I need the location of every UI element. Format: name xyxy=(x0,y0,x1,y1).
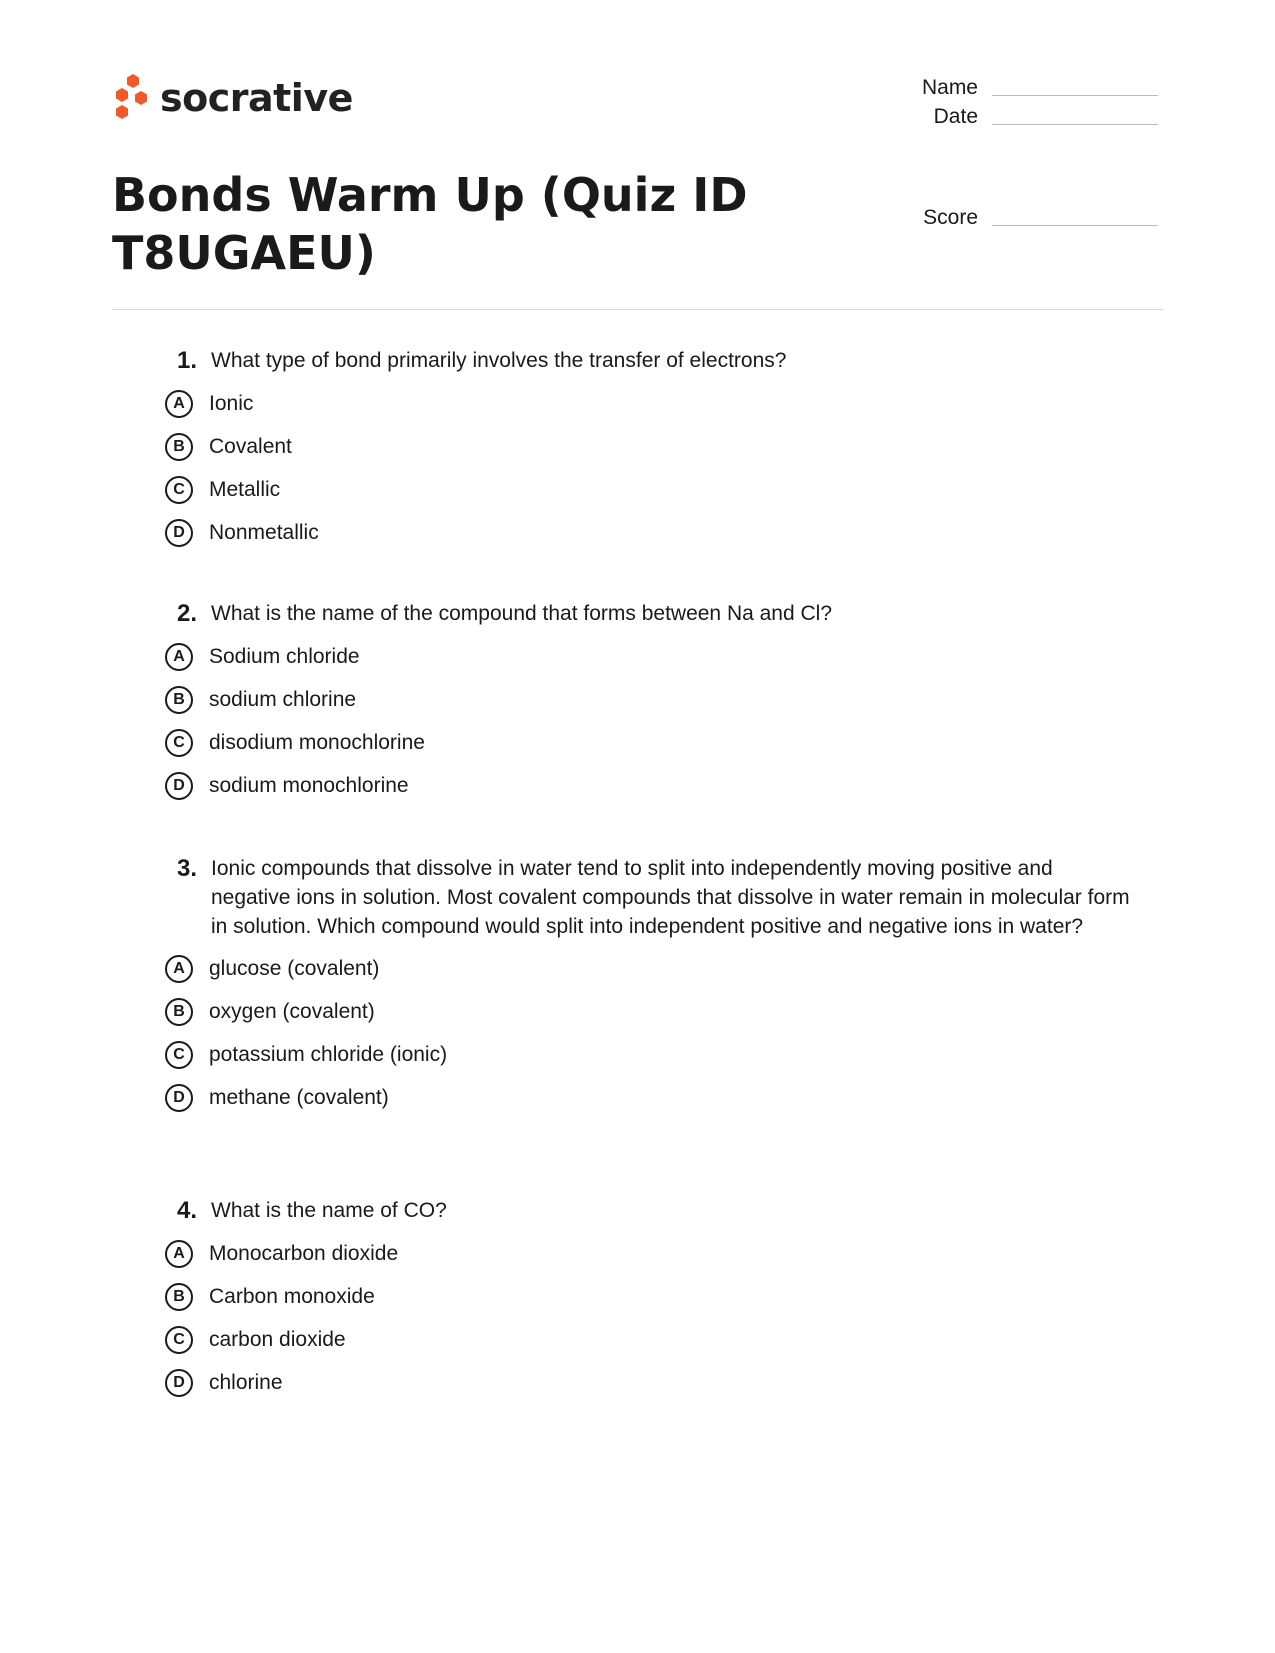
answer-option[interactable] xyxy=(165,990,1145,1033)
option-letter-badge[interactable]: D xyxy=(165,772,193,800)
option-text: Ionic xyxy=(209,391,254,415)
date-field[interactable] xyxy=(848,105,1158,129)
page-title: Bonds Warm Up (Quiz ID T8UGAEU) xyxy=(112,168,748,280)
answer-option[interactable] xyxy=(165,1318,1145,1361)
answer-option[interactable] xyxy=(165,1232,1145,1275)
option-letter-badge[interactable]: B xyxy=(165,686,193,714)
option-text: sodium monochlorine xyxy=(209,773,409,797)
answer-option[interactable] xyxy=(165,511,1145,554)
option-text: potassium chloride (ionic) xyxy=(209,1042,448,1066)
question-number: 2. xyxy=(176,600,197,627)
option-letter-badge[interactable]: C xyxy=(165,1326,193,1354)
option-letter-badge[interactable]: A xyxy=(165,390,193,418)
option-text: Carbon monoxide xyxy=(209,1284,375,1308)
option-text: Nonmetallic xyxy=(209,520,319,544)
answer-option[interactable] xyxy=(165,468,1145,511)
option-letter-badge[interactable]: C xyxy=(165,1041,193,1069)
name-line[interactable] xyxy=(992,95,1158,96)
answer-option[interactable] xyxy=(165,678,1145,721)
option-text: chlorine xyxy=(209,1370,283,1394)
question-text: Ionic compounds that dissolve in water tend to split into independently moving positive and negative ions in solution. Most covalent compounds that dissolve in water remain in molecular form in solution. Which compound would split into independent positive and negative ions in water? xyxy=(211,857,1130,938)
score-line[interactable] xyxy=(992,225,1158,226)
option-letter-badge[interactable]: A xyxy=(165,643,193,671)
question-3 xyxy=(165,854,1145,1119)
question-4 xyxy=(165,1196,1145,1404)
option-letter-badge[interactable]: D xyxy=(165,1084,193,1112)
answer-option[interactable] xyxy=(165,1275,1145,1318)
answer-option[interactable] xyxy=(165,425,1145,468)
option-text: disodium monochlorine xyxy=(209,730,425,754)
header-divider xyxy=(112,309,1163,310)
answer-options xyxy=(165,382,1145,554)
option-text: Monocarbon dioxide xyxy=(209,1241,399,1265)
option-text: carbon dioxide xyxy=(209,1327,346,1351)
answer-option[interactable] xyxy=(165,764,1145,807)
hexagon-cluster-icon xyxy=(112,74,148,122)
question-1 xyxy=(165,346,1145,554)
question-number: 3. xyxy=(176,855,197,882)
option-letter-badge[interactable]: B xyxy=(165,1283,193,1311)
option-text: Sodium chloride xyxy=(209,644,360,668)
option-letter-badge[interactable]: C xyxy=(165,476,193,504)
option-letter-badge[interactable]: A xyxy=(165,955,193,983)
option-text: Metallic xyxy=(209,477,281,501)
date-label: Date xyxy=(933,105,978,128)
answer-option[interactable] xyxy=(165,947,1145,990)
name-label: Name xyxy=(921,76,978,99)
question-text: What is the name of the compound that forms between Na and Cl? xyxy=(211,602,833,625)
option-letter-badge[interactable]: C xyxy=(165,729,193,757)
answer-options xyxy=(165,1232,1145,1404)
answer-option[interactable] xyxy=(165,635,1145,678)
option-letter-badge[interactable]: D xyxy=(165,519,193,547)
option-text: oxygen (covalent) xyxy=(209,999,375,1023)
question-2 xyxy=(165,599,1145,807)
option-letter-badge[interactable]: A xyxy=(165,1240,193,1268)
question-text: What is the name of CO? xyxy=(211,1199,447,1222)
answer-option[interactable] xyxy=(165,382,1145,425)
answer-option[interactable] xyxy=(165,721,1145,764)
name-field[interactable] xyxy=(848,76,1158,100)
socrative-logo xyxy=(112,72,353,124)
option-text: Covalent xyxy=(209,434,292,458)
option-text: glucose (covalent) xyxy=(209,956,380,980)
score-field[interactable] xyxy=(848,206,1158,230)
date-line[interactable] xyxy=(992,124,1158,125)
score-label: Score xyxy=(923,206,978,229)
option-text: sodium chlorine xyxy=(209,687,357,711)
brand-name: socrative xyxy=(160,76,353,120)
answer-option[interactable] xyxy=(165,1361,1145,1404)
option-letter-badge[interactable]: B xyxy=(165,998,193,1026)
answer-options xyxy=(165,947,1145,1119)
question-text: What type of bond primarily involves the transfer of electrons? xyxy=(211,349,787,372)
answer-options xyxy=(165,635,1145,807)
answer-option[interactable] xyxy=(165,1033,1145,1076)
question-number: 1. xyxy=(176,347,197,374)
question-number: 4. xyxy=(176,1197,197,1224)
option-text: methane (covalent) xyxy=(209,1085,389,1109)
answer-option[interactable] xyxy=(165,1076,1145,1119)
option-letter-badge[interactable]: B xyxy=(165,433,193,461)
option-letter-badge[interactable]: D xyxy=(165,1369,193,1397)
